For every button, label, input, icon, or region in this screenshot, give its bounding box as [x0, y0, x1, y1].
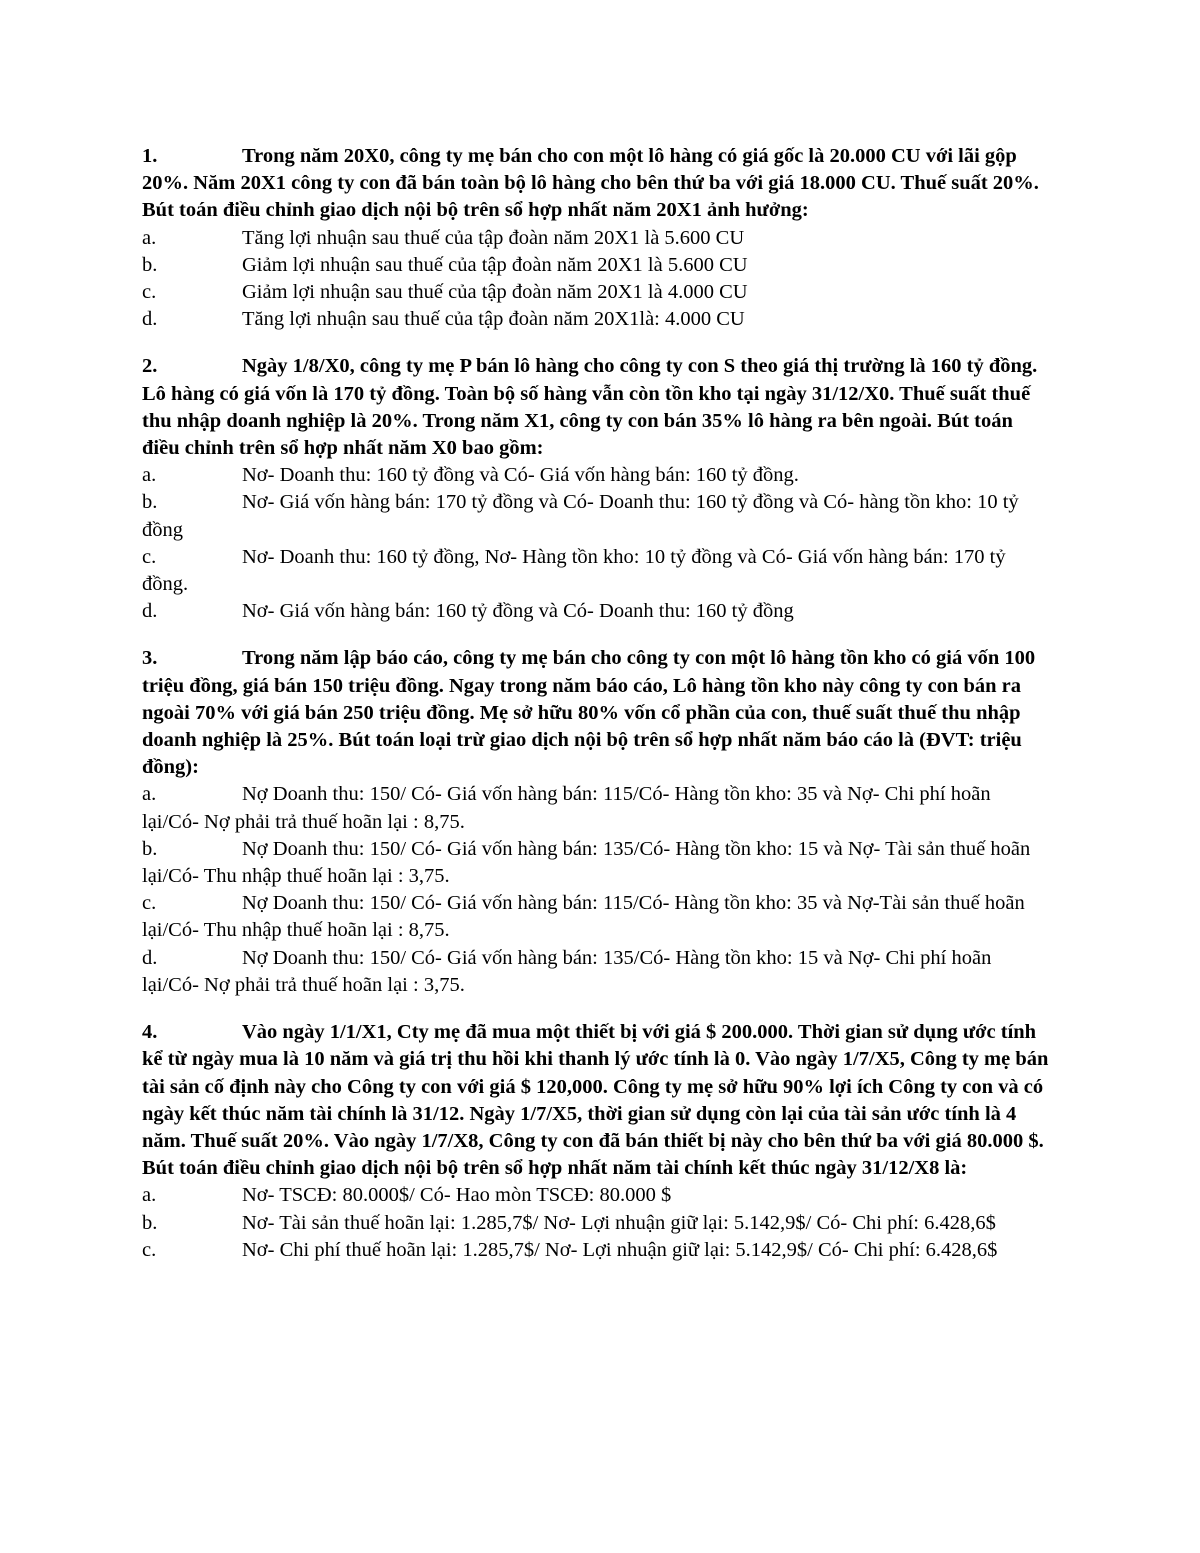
- option-a: [142, 462, 1050, 489]
- option-text: Nơ- Giá vốn hàng bán: 170 tỷ đồng và Có- Doanh thu: 160 tỷ đồng và Có- hàng tồn kho: 10 tỷ đồng: [142, 491, 1019, 541]
- option-letter: c.: [142, 545, 157, 568]
- option-letter: d.: [142, 946, 158, 969]
- question-text: [142, 143, 1050, 225]
- option-text: Nơ- TSCĐ: 80.000$/ Có- Hao mòn TSCĐ: 80.000 $: [242, 1184, 672, 1207]
- option-text: Giảm lợi nhuận sau thuế của tập đoàn năm 20X1 là 4.000 CU: [242, 281, 748, 304]
- option-d: [142, 306, 1050, 333]
- option-c: [142, 544, 1050, 598]
- option-text: Tăng lợi nhuận sau thuế của tập đoàn năm 20X1 là 5.600 CU: [242, 226, 745, 249]
- option-text: Nơ- Giá vốn hàng bán: 160 tỷ đồng và Có- Doanh thu: 160 tỷ đồng: [242, 600, 794, 623]
- question-3: [142, 645, 1050, 999]
- option-letter: b.: [142, 491, 158, 514]
- question-body: Vào ngày 1/1/X1, Cty mẹ đã mua một thiết bị với giá $ 200.000. Thời gian sử dụng ước tính kể từ ngày mua là 10 năm và giá trị thu hồi khi thanh lý ước tính là 0. Vào ngày 1/7/X5, Công ty mẹ bán tài sản cố định này cho Công ty con với giá $ 120,000. Công ty mẹ sở hữu 90% lợi ích Công ty con và có ngày kết thúc năm tài chính là 31/12. Ngày 1/7/X5, thời gian sử dụng còn lại của tài sản ước tính là 4 năm. Thuế suất 20%. Vào ngày 1/7/X8, Công ty con đã bán thiết bị này cho bên thứ ba với giá 80.000 $. Bút toán điều chỉnh giao dịch nội bộ trên sổ hợp nhất năm tài chính kết thúc ngày 31/12/X8 là:: [142, 1021, 1049, 1180]
- question-text: [142, 1019, 1050, 1182]
- option-text: Giảm lợi nhuận sau thuế của tập đoàn năm 20X1 là 5.600 CU: [242, 253, 748, 276]
- question-number: 2.: [142, 355, 158, 378]
- option-letter: b.: [142, 253, 158, 276]
- option-letter: c.: [142, 1238, 157, 1261]
- question-number: 4.: [142, 1021, 158, 1044]
- option-text: Nơ- Doanh thu: 160 tỷ đồng, Nơ- Hàng tồn kho: 10 tỷ đồng và Có- Giá vốn hàng bán: 170 tỷ đồng.: [142, 545, 1006, 596]
- option-d: [142, 945, 1050, 999]
- option-letter: c.: [142, 281, 157, 304]
- question-text: [142, 353, 1050, 462]
- option-b: [142, 836, 1050, 890]
- option-letter: a.: [142, 783, 157, 806]
- option-a: [142, 225, 1050, 252]
- option-b: [142, 489, 1050, 543]
- option-text: Nơ- Tài sản thuế hoãn lại: 1.285,7$/ Nơ- Lợi nhuận giữ lại: 5.142,9$/ Có- Chi phí: 6.428,6$: [242, 1211, 996, 1234]
- question-1: [142, 143, 1050, 333]
- option-letter: d.: [142, 600, 158, 623]
- option-a: [142, 1182, 1050, 1209]
- question-text: [142, 645, 1050, 781]
- option-text: Tăng lợi nhuận sau thuế của tập đoàn năm 20X1là: 4.000 CU: [242, 308, 745, 331]
- question-body: Trong năm 20X0, công ty mẹ bán cho con một lô hàng có giá gốc là 20.000 CU với lãi gộp 20%. Năm 20X1 công ty con đã bán toàn bộ lô hàng cho bên thứ ba với giá 18.000 CU. Thuế suất 20%. Bút toán điều chỉnh giao dịch nội bộ trên sổ hợp nhất năm 20X1 ảnh hưởng:: [142, 145, 1039, 222]
- option-b: [142, 252, 1050, 279]
- question-body: Ngày 1/8/X0, công ty mẹ P bán lô hàng cho công ty con S theo giá thị trường là 160 tỷ đồng. Lô hàng có giá vốn là 170 tỷ đồng. Toàn bộ số hàng vẫn còn tồn kho tại ngày 31/12/X0. Thuế suất thuế thu nhập doanh nghiệp là 20%. Trong năm X1, công ty con bán 35% lô hàng ra bên ngoài. Bút toán điều chỉnh trên sổ hợp nhất năm X0 bao gồm:: [142, 355, 1038, 460]
- option-text: Nợ Doanh thu: 150/ Có- Giá vốn hàng bán: 135/Có- Hàng tồn kho: 15 và Nợ- Chi phí hoãn lại/Có- Nợ phải trả thuế hoãn lại : 3,75.: [142, 946, 992, 996]
- option-letter: d.: [142, 308, 158, 331]
- option-c: [142, 890, 1050, 944]
- option-text: Nơ- Chi phí thuế hoãn lại: 1.285,7$/ Nơ- Lợi nhuận giữ lại: 5.142,9$/ Có- Chi phí: 6.428,6$: [242, 1238, 998, 1261]
- option-letter: c.: [142, 892, 157, 915]
- option-a: [142, 781, 1050, 835]
- option-text: Nợ Doanh thu: 150/ Có- Giá vốn hàng bán: 135/Có- Hàng tồn kho: 15 và Nợ- Tài sản thuế hoãn lại/Có- Thu nhập thuế hoãn lại : 3,75.: [142, 837, 1031, 888]
- option-text: Nợ Doanh thu: 150/ Có- Giá vốn hàng bán: 115/Có- Hàng tồn kho: 35 và Nợ- Chi phí hoãn lại/Có- Nợ phải trả thuế hoãn lại : 8,75.: [142, 783, 991, 833]
- option-letter: b.: [142, 837, 158, 860]
- option-c: [142, 279, 1050, 306]
- question-2: [142, 353, 1050, 625]
- option-b: [142, 1210, 1050, 1237]
- option-text: Nợ Doanh thu: 150/ Có- Giá vốn hàng bán: 115/Có- Hàng tồn kho: 35 và Nợ-Tài sản thuế hoãn lại/Có- Thu nhập thuế hoãn lại : 8,75.: [142, 892, 1025, 942]
- option-text: Nơ- Doanh thu: 160 tỷ đồng và Có- Giá vốn hàng bán: 160 tỷ đồng.: [242, 464, 799, 487]
- option-c: [142, 1237, 1050, 1264]
- option-letter: a.: [142, 464, 157, 487]
- option-letter: b.: [142, 1211, 158, 1234]
- option-letter: a.: [142, 226, 157, 249]
- question-number: 1.: [142, 145, 158, 167]
- question-body: Trong năm lập báo cáo, công ty mẹ bán cho công ty con một lô hàng tồn kho có giá vốn 100 triệu đồng, giá bán 150 triệu đồng. Ngay trong năm báo cáo, Lô hàng tồn kho này công ty con bán ra ngoài 70% với giá bán 250 triệu đồng. Mẹ sở hữu 80% vốn cổ phần của con, thuế suất thuế thu nhập doanh nghiệp là 25%. Bút toán loại trừ giao dịch nội bộ trên sổ hợp nhất năm báo cáo là (ĐVT: triệu đồng):: [142, 647, 1036, 779]
- question-4: [142, 1019, 1050, 1264]
- question-number: 3.: [142, 647, 158, 670]
- option-d: [142, 598, 1050, 625]
- option-letter: a.: [142, 1184, 157, 1207]
